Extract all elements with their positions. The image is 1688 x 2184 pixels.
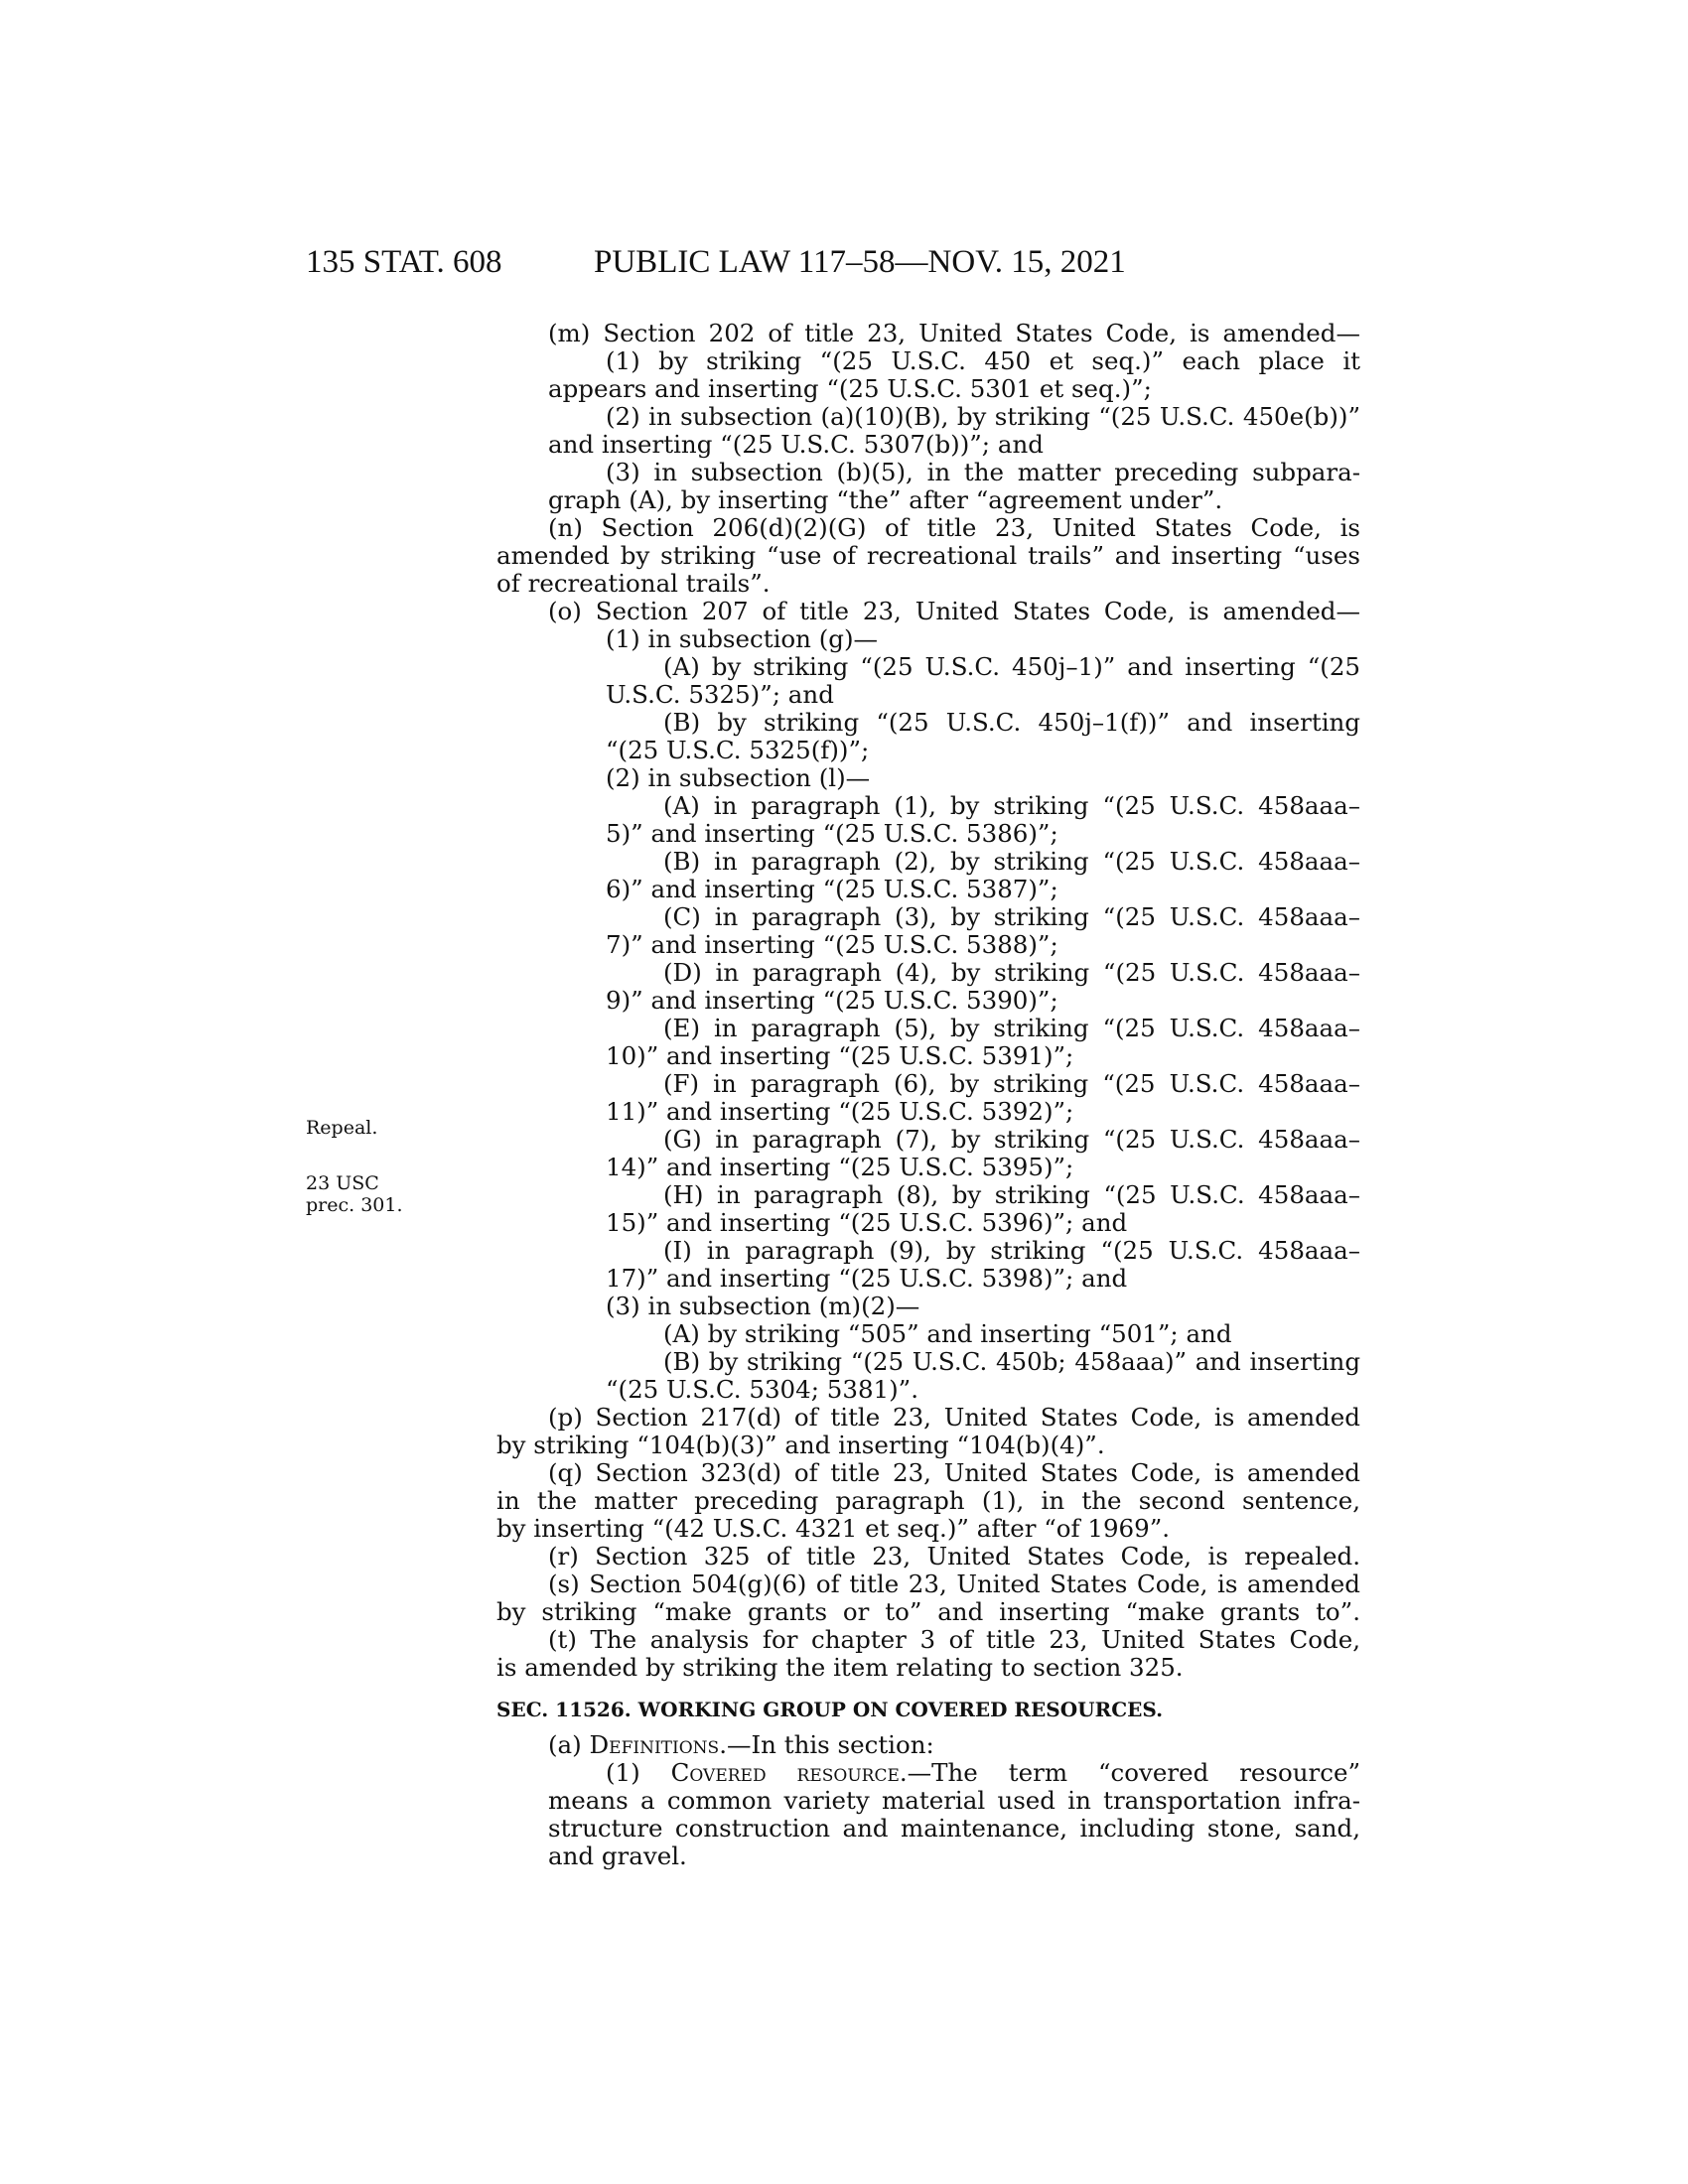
definitions-line <box>496 1731 1360 1759</box>
text-line: (H) in paragraph (8), by striking “(25 U.S.C. 458aaa– <box>663 1180 1360 1209</box>
text-line: 6)” and inserting “(25 U.S.C. 5387)”; <box>606 875 1058 903</box>
text-line: 5)” and inserting “(25 U.S.C. 5386)”; <box>606 819 1058 848</box>
covered-resource-rest: .—The term “covered resource” <box>899 1758 1360 1787</box>
margin-note-usc <box>306 1172 403 1216</box>
text-line: (m) Section 202 of title 23, United States Code, is amended— <box>548 319 1360 347</box>
page-header <box>306 244 1358 286</box>
text-line: in the matter preceding paragraph (1), in the second sentence, <box>496 1486 1360 1515</box>
statute-body <box>496 320 1360 1870</box>
text-line: “(25 U.S.C. 5325(f))”; <box>606 736 870 764</box>
text-line: (3) in subsection (m)(2)— <box>606 1292 920 1320</box>
text-line: (B) by striking “(25 U.S.C. 450b; 458aaa)” and inserting <box>663 1347 1360 1376</box>
text-line: (o) Section 207 of title 23, United States Code, is amended— <box>548 597 1360 625</box>
definitions-label: Definitions <box>589 1730 720 1759</box>
margin-note-repeal <box>306 1117 377 1139</box>
covered-resource-label: Covered resource <box>670 1758 900 1787</box>
text-line: (A) by striking “505” and inserting “501”; and <box>663 1319 1232 1348</box>
text-line: 14)” and inserting “(25 U.S.C. 5395)”; <box>606 1153 1074 1181</box>
text-line: (2) in subsection (a)(10)(B), by striking “(25 U.S.C. 450e(b))” <box>606 402 1360 431</box>
text-line: (G) in paragraph (7), by striking “(25 U.S.C. 458aaa– <box>663 1125 1360 1154</box>
text-line: (B) in paragraph (2), by striking “(25 U.S.C. 458aaa– <box>663 847 1360 876</box>
text-line: (F) in paragraph (6), by striking “(25 U.S.C. 458aaa– <box>663 1069 1360 1098</box>
text-line: (I) in paragraph (9), by striking “(25 U.S.C. 458aaa– <box>663 1236 1360 1265</box>
text-line: and gravel. <box>548 1842 687 1870</box>
statute-page-number: 135 STAT. 608 <box>306 244 502 280</box>
text-line: 11)” and inserting “(25 U.S.C. 5392)”; <box>606 1097 1074 1126</box>
text-line: (r) Section 325 of title 23, United States Code, is repealed. <box>548 1542 1360 1570</box>
margin-note-repeal-text: Repeal. <box>306 1117 378 1139</box>
text-line: (s) Section 504(g)(6) of title 23, United States Code, is amended <box>548 1570 1360 1598</box>
text-line: (A) in paragraph (1), by striking “(25 U.S.C. 458aaa– <box>663 791 1360 820</box>
text-line: (2) in subsection (l)— <box>606 763 871 792</box>
text-line: U.S.C. 5325)”; and <box>606 680 834 709</box>
public-law-title: PUBLIC LAW 117–58—NOV. 15, 2021 <box>594 244 1126 280</box>
text-line: (1) by striking “(25 U.S.C. 450 et seq.)” each place it <box>606 346 1360 375</box>
text-line: (t) The analysis for chapter 3 of title 23, United States Code, <box>548 1625 1360 1654</box>
covered-resource-prefix: (1) <box>606 1758 671 1787</box>
text-line: 9)” and inserting “(25 U.S.C. 5390)”; <box>606 986 1058 1015</box>
text-line: (B) by striking “(25 U.S.C. 450j–1(f))” and inserting <box>663 708 1360 737</box>
text-line: is amended by striking the item relating to section 325. <box>496 1653 1184 1682</box>
text-line: (q) Section 323(d) of title 23, United States Code, is amended <box>548 1458 1360 1487</box>
text-line: (n) Section 206(d)(2)(G) of title 23, United States Code, is <box>548 513 1360 542</box>
text-line: (C) in paragraph (3), by striking “(25 U.S.C. 458aaa– <box>663 902 1360 931</box>
text-line: 10)” and inserting “(25 U.S.C. 5391)”; <box>606 1041 1074 1070</box>
margin-note-usc-line-1: 23 USC <box>306 1172 379 1194</box>
text-line: by striking “make grants or to” and inserting “make grants to”. <box>496 1597 1360 1626</box>
text-line: 17)” and inserting “(25 U.S.C. 5398)”; and <box>606 1264 1128 1293</box>
text-line: by inserting “(42 U.S.C. 4321 et seq.)” after “of 1969”. <box>496 1514 1171 1543</box>
text-line: and inserting “(25 U.S.C. 5307(b))”; and <box>548 430 1044 459</box>
margin-note-usc-line-2: prec. 301. <box>306 1194 403 1216</box>
text-line: 7)” and inserting “(25 U.S.C. 5388)”; <box>606 930 1058 959</box>
definitions-prefix: (a) <box>548 1730 590 1759</box>
text-line: structure construction and maintenance, including stone, sand, <box>548 1814 1360 1843</box>
text-line: (E) in paragraph (5), by striking “(25 U.S.C. 458aaa– <box>663 1014 1360 1042</box>
definitions-rest: .—In this section: <box>719 1730 934 1759</box>
text-line: (D) in paragraph (4), by striking “(25 U.S.C. 458aaa– <box>663 958 1360 987</box>
text-line: of recreational trails”. <box>496 569 771 598</box>
text-line: (3) in subsection (b)(5), in the matter preceding subpara- <box>606 458 1360 486</box>
text-line: means a common variety material used in transportation infra- <box>548 1786 1360 1815</box>
text-line: 15)” and inserting “(25 U.S.C. 5396)”; and <box>606 1208 1128 1237</box>
section-heading: SEC. 11526. WORKING GROUP ON COVERED RESOURCES. <box>496 1698 1164 1721</box>
text-line: appears and inserting “(25 U.S.C. 5301 et seq.)”; <box>548 374 1152 403</box>
text-line: graph (A), by inserting “the” after “agreement under”. <box>548 485 1223 514</box>
text-line: amended by striking “use of recreational trails” and inserting “uses <box>496 541 1360 570</box>
covered-resource-line <box>496 1759 1360 1787</box>
text-line: (A) by striking “(25 U.S.C. 450j–1)” and inserting “(25 <box>663 652 1360 681</box>
text-line: (1) in subsection (g)— <box>606 624 879 653</box>
text-line: by striking “104(b)(3)” and inserting “104(b)(4)”. <box>496 1431 1105 1459</box>
text-line: (p) Section 217(d) of title 23, United States Code, is amended <box>548 1403 1360 1432</box>
text-line: “(25 U.S.C. 5304; 5381)”. <box>606 1375 918 1404</box>
